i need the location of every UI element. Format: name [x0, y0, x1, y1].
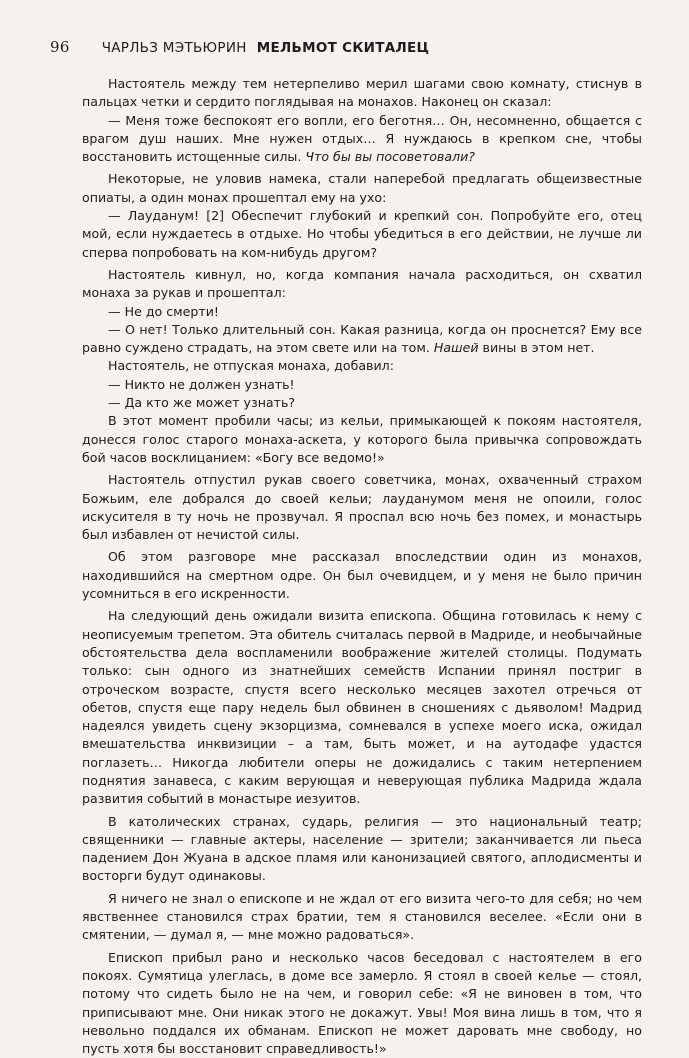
running-header — [50, 38, 429, 56]
paragraph-2 — [82, 112, 642, 167]
paragraph-13: Об этом разговоре мне рассказал впоследствии один из монахов, находившийся на смертном одре. Он был очевидцем, и у меня не было причин усомниться в его искренности. — [82, 549, 642, 602]
page-number: 96 — [50, 38, 70, 56]
paragraph-4: — Лауданум! [2] Обеспечит глубокий и крепкий сон. Попробуйте его, отец мой, если нуждаетесь в отдыхе. Но чтобы убедиться в его действии, не лучше ли сперва попробовать на ком-нибудь другом? — [82, 208, 642, 260]
paragraph-12: Настоятель отпустил рукав своего советчика, монах, охваченный страхом Божьим, еле добрался до своей кельи; лауданумом меня не опоили, голос искусителя в ту ночь не прозвучал. Я проспал всю ночь без помех, и монастырь был избавлен от нечистой силы. — [82, 472, 642, 543]
paragraph-2-italic: Что бы вы посоветовали? — [305, 149, 475, 165]
paragraph-17: Епископ прибыл рано и несколько часов беседовал с настоятелем в его покоях. Сумятица улеглась, в доме все замерло. Я стоял в своей келье — стоял, потому что сидеть было не на чем, и говорил себе: «Я не виновен в том, что приписывают мне. Они никак этого не докажут. Увы! Моя вина лишь в том, что я невольно поддался их обманам. Епископ не может даровать мне свободу, но пусть хотя бы восстановит справедливость!» — [82, 949, 642, 1057]
paragraph-15: В католических странах, сударь, религия — это национальный театр; священники — главные актеры, население — зрители; заканчивается ли пьеса падением Дон Жуана в адское пламя или канонизацией святого, аплодисменты и восторги будут одинаковы. — [82, 813, 642, 884]
paragraph-2-text: — Меня тоже беспокоят его вопли, его беготня… Он, несомненно, общается с врагом душ наших. Мне нужен отдых… Я нуждаюсь в крепком сне, чтобы восстановить истощенные силы. — [82, 112, 642, 165]
paragraph-7 — [82, 321, 642, 358]
book-title: МЕЛЬМОТ СКИТАЛЕЦ — [256, 40, 430, 56]
paragraph-7-text: — О нет! Только длительный сон. Какая разница, когда он проснется? Ему все равно суждено страдать, на этом свете или на том. — [82, 321, 642, 356]
paragraph-16: Я ничего не знал о епископе и не ждал от его визита чего-то для себя; но чем явственнее становился страх братии, тем я становился веселее. «Если они в смятении, — думал я, — мне можно радоваться». — [82, 890, 642, 943]
author-name: ЧАРЛЬЗ МЭТЬЮРИН — [101, 40, 247, 56]
paragraph-9: — Никто не должен узнать! — [108, 376, 295, 392]
paragraph-7-tail: вины в этом нет. — [478, 340, 595, 356]
paragraph-6: — Не до смерти! — [108, 303, 219, 319]
paragraph-7-italic: Нашей — [433, 340, 479, 356]
paragraph-11: В этот момент пробили часы; из кельи, примыкающей к покоям настоятеля, донесся голос старого монаха-аскета, у которого была привычка сопровождать бой часов восклицанием: «Богу все ведомо!» — [82, 413, 642, 465]
paragraph-3: Некоторые, не уловив намека, стали наперебой предлагать общеизвестные опиаты, а один монах прошептал ему на ухо: — [82, 171, 642, 205]
paragraph-8: Настоятель, не отпуская монаха, добавил: — [108, 358, 394, 374]
paragraph-10: — Да кто же может узнать? — [108, 395, 296, 411]
paragraph-1: Настоятель между тем нетерпеливо мерил шагами свою комнату, стиснув в пальцах четки и сердито поглядывая на монахов. Наконец он сказал: — [82, 76, 642, 110]
page-body — [82, 75, 642, 1058]
paragraph-14: На следующий день ожидали визита епископа. Община готовилась к нему с неописуемым трепетом. Эта обитель считалась первой в Мадриде, и необычайные обстоятельства дела воспламенили воображение жителей столицы. Подумать только: сын одного из знатнейших семейств Испании принял постриг в отроческом возрасте, спустя всего несколько месяцев захотел отречься от обетов, спустя еще пару недель был обвинен в сношениях с дьяволом! Мадрид надеялся увидеть сцену экзорцизма, сомневался в успехе моего иска, ожидал вмешательства инквизиции – а там, быть может, и на аутодафе удастся поглазеть… Никогда любители оперы не дожидались с таким нетерпением поднятия занавеса, с каким верующая и неверующая публика Мадрида ждала развития событий в монастыре иезуитов. — [82, 608, 642, 807]
paragraph-5: Настоятель кивнул, но, когда компания начала расходиться, он схватил монаха за рукав и прошептал: — [82, 266, 642, 301]
